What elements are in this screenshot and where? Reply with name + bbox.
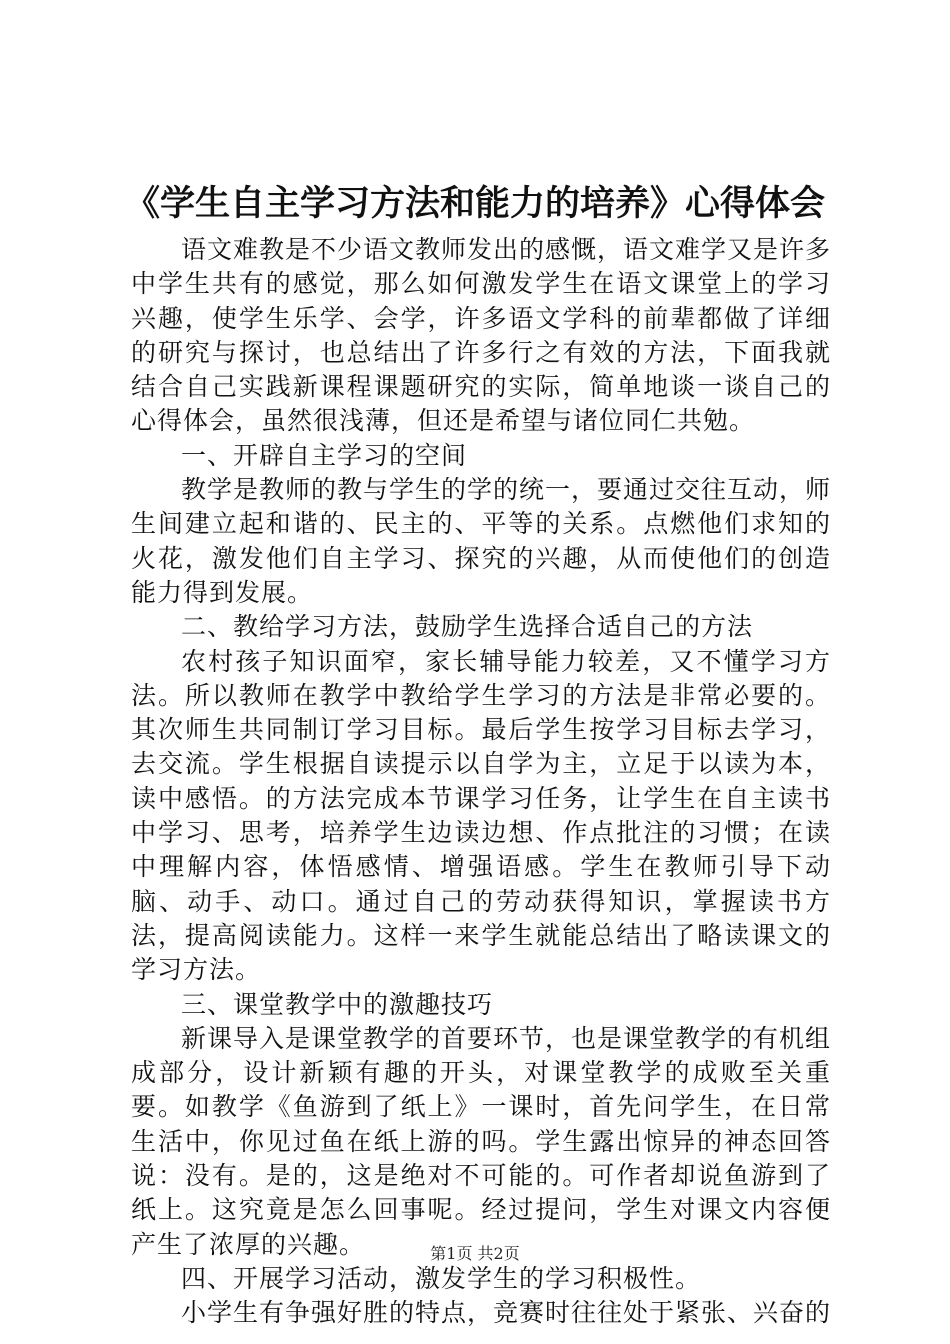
paragraph-intro: 语文难教是不少语文教师发出的感慨，语文难学又是许多中学生共有的感觉，那么如何激发学生在语文课堂上的学习兴趣，使学生乐学、会学，许多语文学科的前辈都做了详细的研究与探讨，也总结出了许多行之有效的方法，下面我就结合自己实践新课程课题研究的实际，简单地谈一谈自己的心得体会，虽然很浅薄，但还是希望与诸位同仁共勉。: [131, 235, 832, 436]
paragraph-section-3: 新课导入是课堂教学的首要环节，也是课堂教学的有机组成部分，设计新颖有趣的开头，对课堂教学的成败至关重要。如教学《鱼游到了纸上》一课时，首先问学生，在日常生活中，你见过鱼在纸上游的吗。学生露出惊异的神态回答说：没有。是的，这是绝对不可能的。可作者却说鱼游到了纸上。这究竟是怎么回事呢。经过提问，学生对课文内容便产生了浓厚的兴趣。: [131, 1023, 832, 1259]
paragraph-section-2: 农村孩子知识面窄，家长辅导能力较差，又不懂学习方法。所以教师在教学中教给学生学习的方法是非常必要的。其次师生共同制订学习目标。最后学生按学习目标去学习，去交流。学生根据自读提示以自学为主，立足于以读为本，读中感悟。的方法完成本节课学习任务，让学生在自主读书中学习、思考，培养学生边读边想、作点批注的习惯；在读中理解内容，体悟感情、增强语感。学生在教师引导下动脑、动手、动口。通过自己的劳动获得知识，掌握读书方法，提高阅读能力。这样一来学生就能总结出了略读课文的学习方法。: [131, 646, 831, 985]
document-body: [131, 233, 831, 1331]
paragraph-section-1: 教学是教师的教与学生的学的统一，要通过交往互动，师生间建立起和谐的、民主的、平等的关系。点燃他们求知的火花，激发他们自主学习、探究的兴趣，从而使他们的创造能力得到发展。: [131, 475, 832, 607]
paragraph-section-4: 小学生有争强好胜的特点，竞赛时往往处于紧张、兴奋的: [181, 1298, 832, 1328]
document-title: 《学生自主学习方法和能力的培养》心得体会: [124, 184, 825, 224]
section-heading-3: 三、课堂教学中的激趣技巧: [181, 989, 494, 1019]
section-heading-4: 四、开展学习活动，激发学生的学习积极性。: [181, 1263, 702, 1293]
section-heading-2: 二、教给学习方法，鼓励学生选择合适自己的方法: [181, 612, 754, 642]
section-heading-1: 一、开辟自主学习的空间: [181, 440, 468, 470]
page-number-footer: 第1页 共2页: [430, 1244, 520, 1263]
